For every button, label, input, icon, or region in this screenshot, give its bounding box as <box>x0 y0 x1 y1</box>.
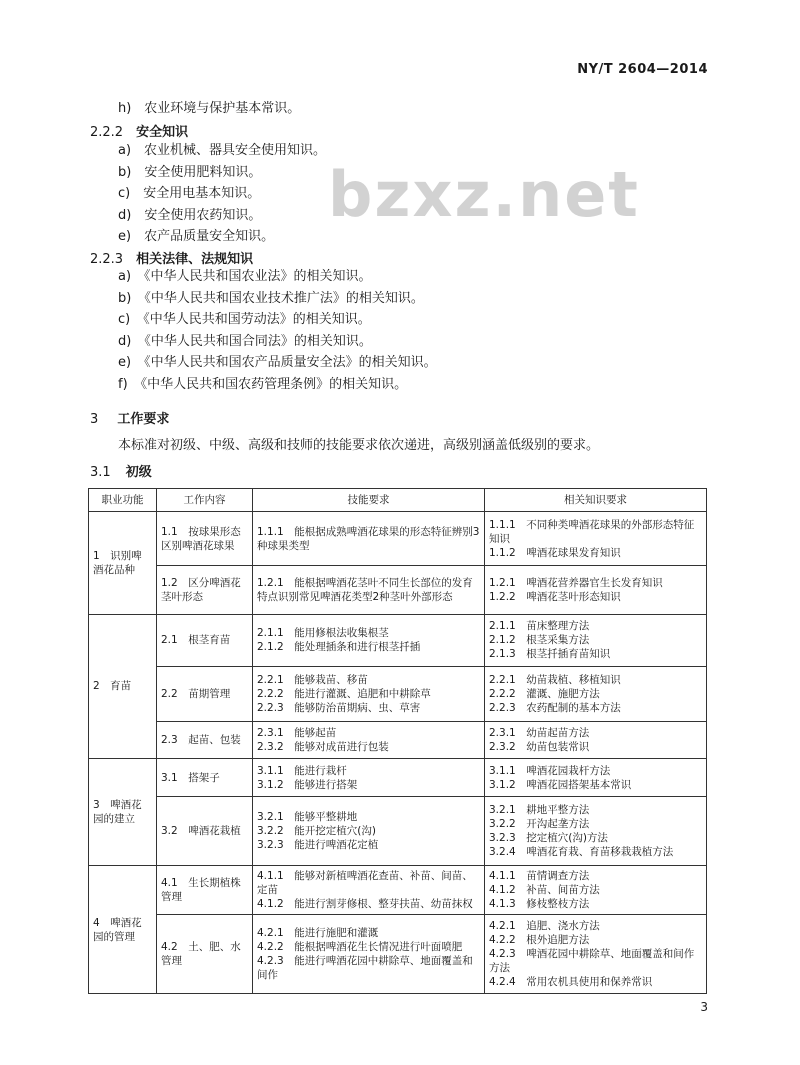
knowledge-requirements-cell <box>485 614 707 666</box>
list-item: c) 《中华人民共和国劳动法》的相关知识。 <box>118 312 371 327</box>
table-row <box>89 866 707 915</box>
header-work-content: 工作内容 <box>157 489 253 512</box>
knowledge-item: 4.2.2 根外追肥方法 <box>489 934 590 947</box>
skill-item: 3.2.1 能够平整耕地 <box>257 811 358 824</box>
table-row <box>89 721 707 759</box>
list-item: a) 《中华人民共和国农业法》的相关知识。 <box>118 269 372 284</box>
table-row <box>89 667 707 721</box>
list-item: c) 安全用电基本知识。 <box>118 186 261 201</box>
skill-item: 1.1.1 能根据成熟啤酒花球果的形态特征辨别3种球果类型 <box>257 525 480 552</box>
table-row <box>89 759 707 797</box>
occupation-function-cell: 1 识别啤酒花品种 <box>89 512 157 615</box>
skill-requirements-cell <box>253 614 485 666</box>
table-row <box>89 566 707 614</box>
knowledge-item: 2.1.2 根茎采集方法 <box>489 634 590 647</box>
skill-requirements-cell <box>253 566 485 614</box>
section-number: 2.2.2 <box>90 125 124 140</box>
skill-item: 3.2.2 能开挖定植穴(沟) <box>257 825 376 838</box>
list-item: f) 《中华人民共和国农药管理条例》的相关知识。 <box>118 376 408 392</box>
section-title: 初级 <box>125 465 152 480</box>
work-content-cell: 2.1 根茎育苗 <box>157 614 253 666</box>
knowledge-item: 4.1.1 苗情调查方法 <box>489 870 590 883</box>
work-content-cell: 2.2 苗期管理 <box>157 667 253 721</box>
knowledge-requirements-cell <box>485 915 707 994</box>
knowledge-item: 1.1.2 啤酒花球果发育知识 <box>489 546 621 559</box>
skill-item: 4.2.2 能根据啤酒花生长情况进行叶面喷肥 <box>257 941 463 954</box>
work-content-cell: 2.3 起苗、包装 <box>157 721 253 759</box>
knowledge-requirements-cell <box>485 667 707 721</box>
knowledge-requirements-cell <box>485 866 707 915</box>
skill-requirements-table <box>88 488 707 994</box>
skill-item: 2.1.2 能处理插条和进行根茎扦插 <box>257 641 421 654</box>
work-content-cell: 4.2 土、肥、水管理 <box>157 915 253 994</box>
list-item: b) 安全使用肥料知识。 <box>118 164 262 180</box>
section-title: 工作要求 <box>117 412 170 427</box>
knowledge-requirements-cell <box>485 796 707 865</box>
section-2-2-3 <box>90 248 253 267</box>
knowledge-item: 3.1.1 啤酒花园栽杆方法 <box>489 764 611 777</box>
list-item: b) 《中华人民共和国农业技术推广法》的相关知识。 <box>118 290 424 306</box>
skill-item: 3.1.1 能进行栽杆 <box>257 764 347 777</box>
skill-requirements-cell <box>253 667 485 721</box>
skill-item: 2.2.3 能够防治苗期病、虫、草害 <box>257 701 421 714</box>
knowledge-item: 2.2.3 农药配制的基本方法 <box>489 701 621 714</box>
section-3 <box>90 408 169 427</box>
section-3-1 <box>90 461 152 480</box>
section-number: 2.2.3 <box>90 252 124 267</box>
knowledge-item: 2.3.1 幼苗起苗方法 <box>489 726 590 739</box>
list-item-h: h) 农业环境与保护基本常识。 <box>118 101 301 116</box>
work-content-cell: 3.1 搭架子 <box>157 759 253 797</box>
knowledge-item: 1.1.1 不同种类啤酒花球果的外部形态特征知识 <box>489 518 695 545</box>
table-row <box>89 915 707 994</box>
work-content-cell: 1.2 区分啤酒花茎叶形态 <box>157 566 253 614</box>
section-3-paragraph: 本标准对初级、中级、高级和技师的技能要求依次递进，高级别涵盖低级别的要求。 <box>118 438 600 453</box>
header-skill-requirements: 技能要求 <box>253 489 485 512</box>
knowledge-item: 2.1.3 根茎扦插育苗知识 <box>489 648 611 661</box>
knowledge-item: 4.2.4 常用农机具使用和保养常识 <box>489 976 653 989</box>
knowledge-item: 2.1.1 苗床整理方法 <box>489 620 590 633</box>
knowledge-item: 4.2.1 追肥、浇水方法 <box>489 920 600 933</box>
watermark: bzxz.net <box>328 158 640 231</box>
skill-item: 3.2.3 能进行啤酒花定植 <box>257 839 379 852</box>
list-item: e) 农产品质量安全知识。 <box>118 229 275 244</box>
skill-item: 2.2.1 能够栽苗、移苗 <box>257 673 368 686</box>
section-number: 3 <box>90 412 99 427</box>
section-title: 安全知识 <box>136 125 189 140</box>
skill-requirements-cell <box>253 915 485 994</box>
skill-item: 1.2.1 能根据啤酒花茎叶不同生长部位的发育特点识别常见啤酒花类型2种茎叶外部形态 <box>257 577 473 604</box>
page-number: 3 <box>700 1000 708 1014</box>
skill-item: 4.1.2 能进行割芽修根、整芽扶苗、幼苗抹权 <box>257 898 473 911</box>
skill-item: 4.2.3 能进行啤酒花园中耕除草、地面覆盖和间作 <box>257 955 473 982</box>
list-item: d) 《中华人民共和国合同法》的相关知识。 <box>118 333 372 349</box>
skill-requirements-cell <box>253 866 485 915</box>
knowledge-requirements-cell <box>485 721 707 759</box>
work-content-cell: 4.1 生长期植株管理 <box>157 866 253 915</box>
occupation-function-cell: 2 育苗 <box>89 614 157 759</box>
skill-requirements-cell <box>253 759 485 797</box>
list-item: d) 安全使用农药知识。 <box>118 207 262 223</box>
list-item: a) 农业机械、器具安全使用知识。 <box>118 143 327 158</box>
knowledge-item: 3.2.1 耕地平整方法 <box>489 804 590 817</box>
skill-requirements-cell <box>253 721 485 759</box>
knowledge-item: 4.2.3 啤酒花园中耕除草、地面覆盖和间作方法 <box>489 948 695 975</box>
knowledge-item: 1.2.2 啤酒花茎叶形态知识 <box>489 591 621 604</box>
skill-item: 2.3.1 能够起苗 <box>257 726 337 739</box>
table-row <box>89 512 707 566</box>
knowledge-item: 2.3.2 幼苗包装常识 <box>489 740 590 753</box>
skill-requirements-cell <box>253 796 485 865</box>
knowledge-item: 3.2.2 开沟起垄方法 <box>489 818 590 831</box>
section-2-2-2 <box>90 121 188 140</box>
table-header-row <box>89 489 707 512</box>
knowledge-item: 4.1.2 补苗、间苗方法 <box>489 884 600 897</box>
skill-requirements-cell <box>253 512 485 566</box>
knowledge-item: 3.2.4 啤酒花育栽、育苗移栽栽植方法 <box>489 846 674 859</box>
header-knowledge-requirements: 相关知识要求 <box>485 489 707 512</box>
knowledge-item: 1.2.1 啤酒花营养器官生长发育知识 <box>489 577 663 590</box>
skill-item: 4.2.1 能进行施肥和灌溉 <box>257 927 379 940</box>
knowledge-item: 4.1.3 修枝整枝方法 <box>489 898 590 911</box>
skill-item: 2.2.2 能进行灌溉、追肥和中耕除草 <box>257 687 431 700</box>
skill-item: 2.3.2 能够对成苗进行包装 <box>257 740 389 753</box>
knowledge-item: 2.2.2 灌溉、施肥方法 <box>489 687 600 700</box>
work-content-cell: 1.1 按球果形态区别啤酒花球果 <box>157 512 253 566</box>
knowledge-requirements-cell <box>485 759 707 797</box>
header-function: 职业功能 <box>89 489 157 512</box>
knowledge-item: 3.2.3 挖定植穴(沟)方法 <box>489 832 608 845</box>
list-item: e) 《中华人民共和国农产品质量安全法》的相关知识。 <box>118 355 437 370</box>
occupation-function-cell: 3 啤酒花园的建立 <box>89 759 157 866</box>
section-title: 相关法律、法规知识 <box>136 252 254 267</box>
section-number: 3.1 <box>90 465 111 480</box>
standard-number: NY/T 2604—2014 <box>577 62 708 77</box>
skill-item: 3.1.2 能够进行搭架 <box>257 778 358 791</box>
knowledge-item: 3.1.2 啤酒花园搭架基本常识 <box>489 778 632 791</box>
table-row <box>89 614 707 666</box>
skill-item: 2.1.1 能用修根法收集根茎 <box>257 627 389 640</box>
occupation-function-cell: 4 啤酒花园的管理 <box>89 866 157 994</box>
table-row <box>89 796 707 865</box>
knowledge-requirements-cell <box>485 566 707 614</box>
work-content-cell: 3.2 啤酒花栽植 <box>157 796 253 865</box>
skill-item: 4.1.1 能够对新植啤酒花查苗、补苗、间苗、定苗 <box>257 870 473 897</box>
knowledge-item: 2.2.1 幼苗栽植、移植知识 <box>489 673 621 686</box>
knowledge-requirements-cell <box>485 512 707 566</box>
